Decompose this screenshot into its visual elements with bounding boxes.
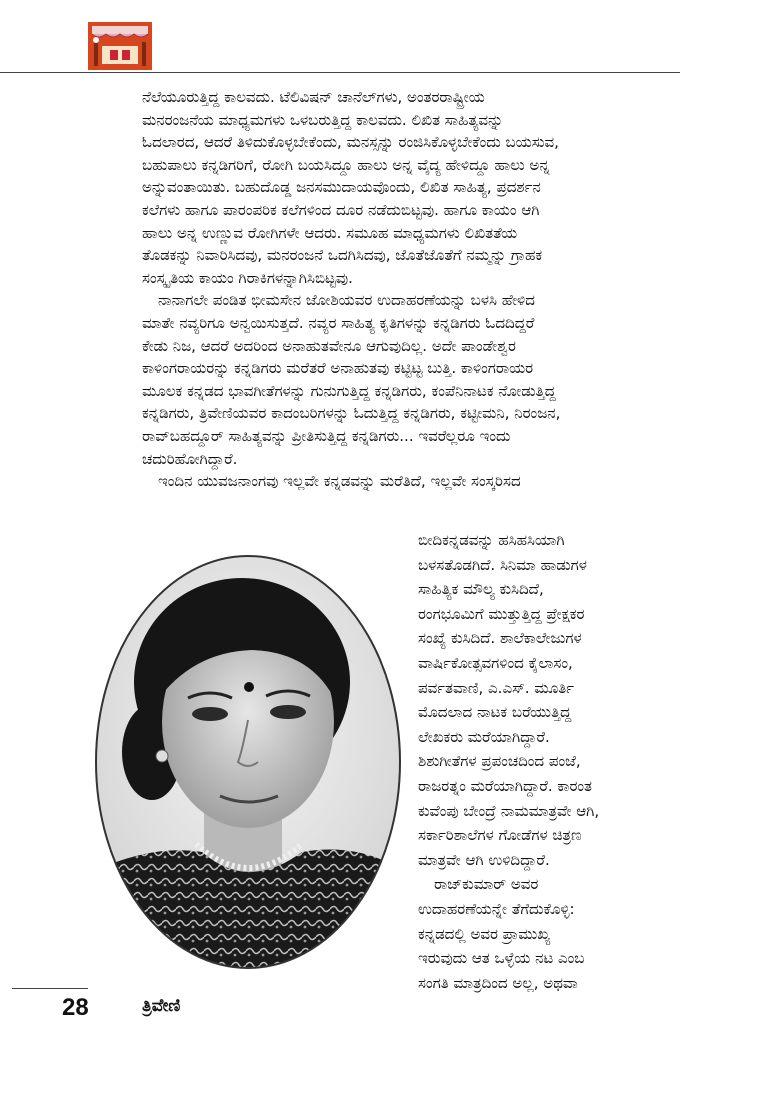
- text-line: ಕುವೆಂಪು ಬೇಂದ್ರೆ ನಾಮಮಾತ್ರವೇ ಆಗಿ,: [418, 801, 600, 820]
- text-line: ಚದುರಿಹೋಗಿದ್ದಾರೆ.: [142, 449, 238, 468]
- footer-rule: [12, 988, 88, 989]
- text-line: ಬೀದಿಕನ್ನಡವನ್ನು ಹಸಿಹಸಿಯಾಗಿ: [418, 531, 565, 549]
- text-line: ಕಲೆಗಳು ಹಾಗೂ ಪಾರಂಪರಿಕ ಕಲೆಗಳಿಂದ ದೂರ ನಡೆದುಬಿಟ್ಟವು. ಹಾಗೂ ಕಾಯಂ ಆಗಿ: [142, 200, 540, 219]
- text-line: ಇರುವುದು ಆತ ಒಳ್ಳೆಯ ನಟ ಎಂಬ: [418, 949, 585, 968]
- text-line: ಮಾತೇ ನವ್ಯರಿಗೂ ಅನ್ವಯಿಸುತ್ತದೆ. ನವ್ಯರ ಸಾಹಿತ್ಯ ಕೃತಿಗಳನ್ನು ಕನ್ನಡಿಗರು ಓದದಿದ್ದರೆ: [142, 313, 535, 332]
- page-number: 28: [62, 994, 89, 1021]
- text-line: ಕಾಳಿಂಗರಾಯರನ್ನು ಕನ್ನಡಿಗರು ಮರೆತರೆ ಅನಾಹುತವು ಕಟ್ಟಿಟ್ಟ ಬುತ್ತಿ. ಕಾಳಿಂಗರಾಯರ: [142, 359, 534, 378]
- text-line: ಕನ್ನಡದಲ್ಲಿ ಅವರ ಪ್ರಾಮುಖ್ಯ: [418, 924, 551, 943]
- text-line: ಸಾಹಿತ್ಯಿಕ ಮೌಲ್ಯ ಕುಸಿದಿದೆ,: [418, 580, 544, 599]
- text-line: ಓದಲಾರದ, ಆದರೆ ತಿಳಿದುಕೊಳ್ಳಬೇಕೆಂದು, ಮನಸ್ಸನ್ನು ರಂಜಿಸಿಕೊಳ್ಳಬೇಕೆಂದು ಬಯಸುವ,: [142, 133, 559, 152]
- text-line: ಪರ್ವತವಾಣಿ, ಎ.ಎಸ್. ಮೂರ್ತಿ: [418, 678, 574, 697]
- text-line: ಮನರಂಜನೆಯ ಮಾಧ್ಯಮಗಳು ಒಳಬರುತ್ತಿದ್ದ ಕಾಲವದು. ಲಿಖಿತ ಸಾಹಿತ್ಯವನ್ನು: [142, 110, 504, 129]
- text-line-content: ನಾನಾಗಲೇ ಪಂಡಿತ ಭೀಮಸೇನ ಜೋಶಿಯವರ ಉದಾಹರಣೆಯನ್ನು ಬಳಸಿ ಹೇಳಿದ: [158, 291, 535, 310]
- text-line: ಸಂಗತಿ ಮಾತ್ರದಿಂದ ಅಲ್ಲ, ಅಥವಾ: [418, 973, 578, 992]
- text-line: ರಾಜರತ್ನಂ ಮರೆಯಾಗಿದ್ದಾರೆ. ಕಾರಂತ: [418, 776, 592, 795]
- text-line: ಲೇಖಕರು ಮರೆಯಾಗಿದ್ದಾರೆ.: [418, 727, 550, 746]
- text-line: ಮೂಲಕ ಕನ್ನಡದ ಭಾವಗೀತೆಗಳನ್ನು ಗುನುಗುತ್ತಿದ್ದ ಕನ್ನಡಿಗರು, ಕಂಪೆನಿನಾಟಕ ನೋಡುತ್ತಿದ್ದ: [142, 381, 556, 400]
- text-line: ಬಹುಪಾಲು ಕನ್ನಡಿಗರಿಗೆ, ರೋಗಿ ಬಯಸಿದ್ದೂ ಹಾಲು ಅನ್ನ ವೈದ್ಯ ಹೇಳಿದ್ದೂ ಹಾಲು ಅನ್ನ: [142, 155, 550, 174]
- text-line: ಕನ್ನಡಿಗರು, ತ್ರಿವೇಣಿಯವರ ಕಾದಂಬರಿಗಳನ್ನು ಓದುತ್ತಿದ್ದ ಕನ್ನಡಿಗರು, ಕಟ್ಟೀಮನಿ, ನಿರಂಜನ,: [142, 404, 561, 423]
- text-line: ಉದಾಹರಣೆಯನ್ನೇ ತೆಗೆದುಕೊಳ್ಳಿ:: [418, 899, 575, 918]
- text-line: ಅನ್ನುವಂತಾಯಿತು. ಬಹುದೊಡ್ಡ ಜನಸಮುದಾಯವೊಂದು, ಲಿಖಿತ ಸಾಹಿತ್ಯ, ಪ್ರದರ್ಶನ: [142, 178, 541, 197]
- text-line: ಬಳಸತೊಡಗಿದೆ. ಸಿನಿಮಾ ಹಾಡುಗಳ: [418, 555, 587, 574]
- text-line: [142, 289, 667, 312]
- text-line: ಸಂಸ್ಕೃತಿಯ ಕಾಯಂ ಗಿರಾಕಿಗಳನ್ನಾಗಿಸಿಬಿಟ್ಟವು.: [142, 268, 353, 287]
- magazine-name: ತ್ರಿವೇಣಿ: [142, 996, 181, 1016]
- text-line: ಹಾಲು ಅನ್ನ ಉಣ್ಣುವ ರೋಗಿಗಳೇ ಆದರು. ಸಮೂಹ ಮಾಧ್ಯಮಗಳು ಲಿಖಿತತೆಯ: [142, 223, 518, 242]
- text-line: ರಂಗಭೂಮಿಗೆ ಮುತ್ತುತ್ತಿದ್ದ ಪ್ರೇಕ್ಷಕರ: [418, 604, 585, 623]
- text-line: ನೆಲೆಯೂರುತ್ತಿದ್ದ ಕಾಲವದು. ಟೆಲಿವಿಷನ್ ಚಾನೆಲ್‌ಗಳು, ಅಂತರರಾಷ್ಟ್ರೀಯ: [142, 88, 485, 106]
- text-line: ಮಾತ್ರವೇ ಆಗಿ ಉಳಿದಿದ್ದಾರೆ.: [418, 850, 550, 869]
- magazine-logo: [88, 22, 152, 70]
- text-line: ಮೊದಲಾದ ನಾಟಕ ಬರೆಯುತ್ತಿದ್ದ: [418, 703, 572, 722]
- text-line: ವಾರ್ಷಿಕೋತ್ಸವಗಳಿಂದ ಕೈಲಾಸಂ,: [418, 653, 573, 672]
- text-line: ಸಂಖ್ಯೆ ಕುಸಿದಿದೆ. ಶಾಲೆಕಾಲೇಜುಗಳ: [418, 629, 582, 648]
- text-line: [418, 872, 668, 897]
- text-line: ತೊಡಕನ್ನು ನಿವಾರಿಸಿದವು, ಮನರಂಜನೆ ಒದಗಿಸಿದವು, ಜೊತೆಜೊತೆಗೆ ನಮ್ಮನ್ನು ಗ್ರಾಹಕ: [142, 246, 543, 265]
- text-line: [142, 470, 667, 493]
- header-rule: [0, 72, 680, 73]
- article-body-wrap: [418, 528, 668, 995]
- text-line: ಸರ್ಕಾರಿಶಾಲೆಗಳ ಗೋಡೆಗಳ ಚಿತ್ರಣ: [418, 826, 582, 845]
- text-line-content: ಇಂದಿನ ಯುವಜನಾಂಗವು ಇಲ್ಲವೇ ಕನ್ನಡವನ್ನು ಮರೆತಿದೆ, ಇಲ್ಲವೇ ಸಂಸ್ಕರಿಸದ: [158, 472, 521, 491]
- text-line: ಶಿಶುಗೀತೆಗಳ ಪ್ರಪಂಚದಿಂದ ಪಂಜೆ,: [418, 752, 581, 771]
- article-body: [142, 86, 667, 493]
- text-line-content: ರಾಜ್‌ಕುಮಾರ್ ಅವರ: [434, 875, 539, 894]
- portrait-photo: [92, 552, 404, 972]
- text-line: ಕೇಡು ನಿಜ, ಆದರೆ ಅದರಿಂದ ಅನಾಹುತವೇನೂ ಆಗುವುದಿಲ್ಲ. ಅದೇ ಪಾಂಡೇಶ್ವರ: [142, 336, 516, 355]
- text-line: ರಾವ್‌ಬಹದ್ದೂರ್ ಸಾಹಿತ್ಯವನ್ನು ಪ್ರೀತಿಸುತ್ತಿದ್ದ ಕನ್ನಡಿಗರು... ಇವರೆಲ್ಲರೂ ಇಂದು: [142, 426, 511, 445]
